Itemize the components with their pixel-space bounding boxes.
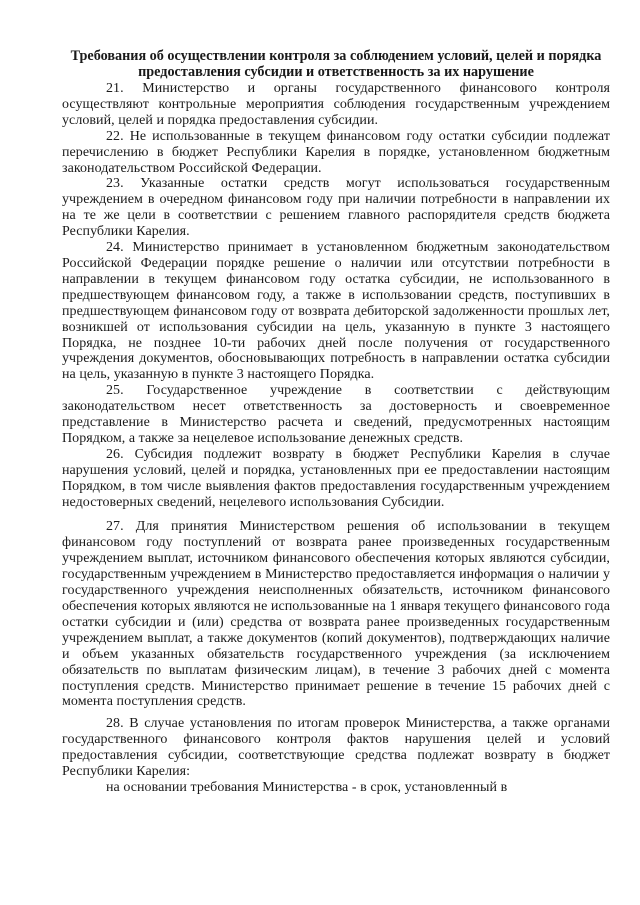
- paragraph-27: 27. Для принятия Министерством решения об использовании в текущем финансовом году поступлений от возврата ранее произведенных государственным учреждением выплат, источником финансового обеспечения которых являются субсидии, государственным учреждением в Министерство предоставляется информация о наличии у государственного учреждения неисполненных обязательств, источником финансового обеспечения которых являются не использованные на 1 января текущего финансового года остатки субсидии и (или) средства от возврата ранее произведенных государственным учреждением выплат, а также документов (копий документов), подтверждающих наличие и объем указанных обязательств государственного учреждения (за исключением обязательств по выплатам физическим лицам), в течение 3 рабочих дней с момента поступления средств. Министерство принимает решение в течение 15 рабочих дней с момента поступления средств.: [62, 519, 610, 710]
- paragraph-28-item: на основании требования Министерства - в срок, установленный в: [106, 779, 508, 795]
- paragraph-26: 26. Субсидия подлежит возврату в бюджет Республики Карелия в случае нарушения условий, целей и порядка, установленных при ее предоставлении настоящим Порядком, в том числе выявления фактов предоставления государственным учреждением недостоверных сведений, нецелевого использования Субсидии.: [62, 446, 610, 510]
- document-page: [62, 48, 610, 796]
- paragraph-22: 22. Не использованные в текущем финансовом году остатки субсидии подлежат перечислению в бюджет Республики Карелия в порядке, установленном бюджетным законодательством Российской Федерации.: [62, 128, 610, 176]
- paragraph-28: 28. В случае установления по итогам проверок Министерства, а также органами государственного финансового контроля фактов нарушения целей и условий предоставления субсидии, соответствующие средства подлежат возврату в бюджет Республики Карелия:: [62, 716, 610, 780]
- paragraph-21: 21. Министерство и органы государственного финансового контроля осуществляют контрольные мероприятия соблюдения государственным учреждением условий, целей и порядка предоставления субсидии.: [62, 81, 610, 128]
- section-title: Требования об осуществлении контроля за соблюдением условий, целей и порядка предоставления субсидии и ответственность за их нарушение: [70, 48, 602, 80]
- paragraph-23: 23. Указанные остатки средств могут использоваться государственным учреждением в очередном финансовом году при наличии потребности в направлении их на те же цели в соответствии с решением главного распорядителя средств бюджета Республики Карелия.: [62, 176, 610, 240]
- paragraph-25: 25. Государственное учреждение в соответствии с действующим законодательством несет ответственность за достоверность и своевременное представление в Министерство расчета и сведений, предусмотренных настоящим Порядком, а также за нецелевое использование денежных средств.: [62, 383, 610, 446]
- paragraph-24: 24. Министерство принимает в установленном бюджетным законодательством Российской Федерации порядке решение о наличии или отсутствии потребности в направлении в текущем финансовом году остатка субсидии, не использованного в предшествующем финансовом году, а также в использовании средств, поступивших в предшествующем финансовом году от возврата дебиторской задолженности прошлых лет, возникшей от использования субсидии на цель, указанную в пункте 3 настоящего Порядка, не позднее 10-ти рабочих дней после получения от государственного учреждения документов, обосновывающих потребность в направлении остатка субсидии на цель, указанную в пункте 3 настоящего Порядка.: [62, 240, 610, 383]
